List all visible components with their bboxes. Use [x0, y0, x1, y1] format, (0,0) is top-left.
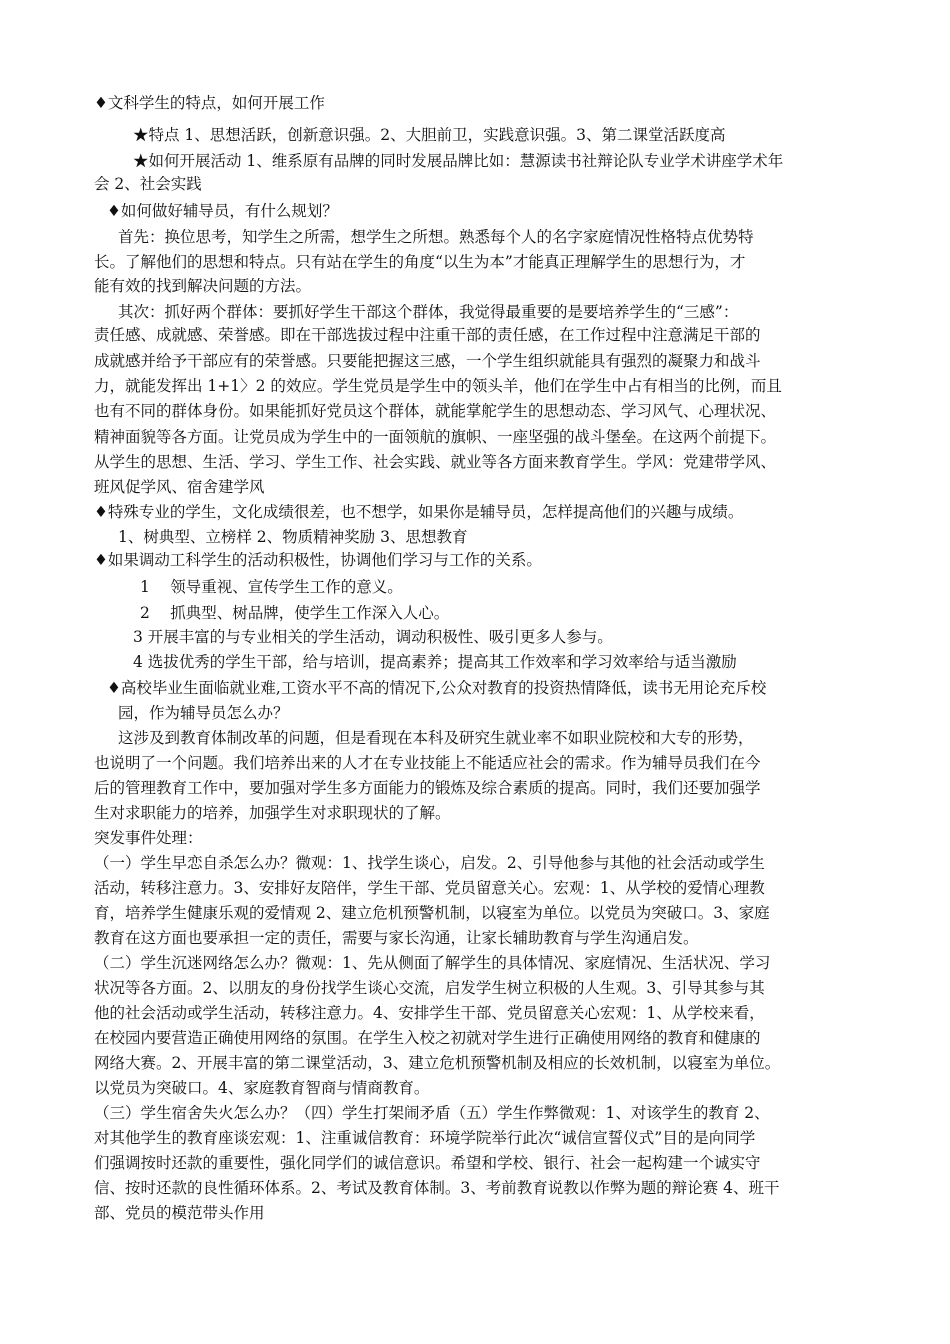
paragraph-line: 1、树典型、立榜样 2、物质精神奖励 3、思想教育	[118, 528, 468, 546]
paragraph-line: 以党员为突破口。4、家庭教育智商与情商教育。	[94, 1079, 430, 1097]
paragraph-line: 生对求职能力的培养，加强学生对求职现状的了解。	[94, 804, 451, 822]
heading-emergency-handling: 突发事件处理：	[94, 829, 203, 847]
paragraph-line: 成就感并给予干部应有的荣誉感。只要能把握这三感，一个学生组织就能具有强烈的凝聚力和战斗	[94, 352, 761, 370]
paragraph-line: 也有不同的群体身份。如果能抓好党员这个群体，就能掌舵学生的思想动态、学习风气、心理状况、	[94, 402, 777, 420]
paragraph-line: 首先：换位思考，知学生之所需，想学生之所想。熟悉每个人的名字家庭情况性格特点优势特	[118, 228, 754, 246]
heading-engineering-students: ♦如果调动工科学生的活动积极性，协调他们学习与工作的关系。	[94, 551, 542, 569]
list-item: 3 开展丰富的与专业相关的学生活动，调动积极性、吸引更多人参与。	[133, 628, 613, 646]
paragraph-line: 后的管理教育工作中，要加强对学生多方面能力的锻炼及综合素质的提高。同时，我们还要加强学	[94, 779, 761, 797]
paragraph-line: 们强调按时还款的重要性，强化同学们的诚信意识。希望和学校、银行、社会一起构建一个诚实守	[94, 1154, 761, 1172]
list-item: 4 选拔优秀的学生干部，给与培训，提高素养；提高其工作效率和学习效率给与适当激励	[133, 653, 737, 671]
paragraph-line: 其次：抓好两个群体：要抓好学生干部这个群体，我觉得最重要的是要培养学生的“三感”：	[118, 303, 739, 321]
paragraph-line: ★特点 1、思想活跃，创新意识强。2、大胆前卫，实践意识强。3、第二课堂活跃度高	[133, 126, 726, 144]
paragraph-line: 班风促学风、宿舍建学风	[94, 478, 265, 496]
paragraph-line: ★如何开展活动 1、维系原有品牌的同时发展品牌比如：慧源读书社辩论队专业学术讲座学术年	[133, 152, 784, 170]
paragraph-line: 他的社会活动或学生活动，转移注意力。4、安排学生干部、党员留意关心宏观：1、从学校来看，	[94, 1004, 765, 1022]
paragraph-line: 这涉及到教育体制改革的问题，但是看现在本科及研究生就业率不如职业院校和大专的形势，	[118, 729, 754, 747]
heading-counselor-plan: ♦如何做好辅导员，有什么规划？	[107, 202, 338, 220]
list-item: 1 领导重视、宣传学生工作的意义。	[140, 578, 403, 596]
list-item: 2 抓典型、树品牌，使学生工作深入人心。	[140, 604, 450, 622]
paragraph-line: 教育在这方面也要承担一定的责任，需要与家长沟通，让家长辅助教育与学生沟通启发。	[94, 929, 699, 947]
paragraph-line: 责任感、成就感、荣誉感。即在干部选拔过程中注重干部的责任感，在工作过程中注意满足干部的	[94, 326, 761, 344]
paragraph-line: 也说明了一个问题。我们培养出来的人才在专业技能上不能适应社会的需求。作为辅导员我们在今	[94, 754, 761, 772]
paragraph-line: （一）学生早恋自杀怎么办？微观：1、找学生谈心，启发。2、引导他参与其他的社会活动或学生	[94, 854, 765, 872]
paragraph-line: （三）学生宿舍失火怎么办？（四）学生打架闹矛盾（五）学生作弊微观：1、对该学生的教育 2、	[94, 1104, 770, 1122]
paragraph-line: 在校园内要营造正确使用网络的氛围。在学生入校之初就对学生进行正确使用网络的教育和健康的	[94, 1029, 761, 1047]
paragraph-line: 长。了解他们的思想和特点。只有站在学生的角度“以生为本”才能真正理解学生的思想行为，才	[94, 253, 746, 271]
paragraph-line: 部、党员的模范带头作用	[94, 1204, 265, 1222]
heading-liberal-arts: ♦文科学生的特点，如何开展工作	[94, 94, 325, 112]
heading-special-major: ♦特殊专业的学生，文化成绩很差，也不想学，如果你是辅导员，怎样提高他们的兴趣与成绩。	[94, 503, 744, 521]
paragraph-line: （二）学生沉迷网络怎么办？微观：1、先从侧面了解学生的具体情况、家庭情况、生活状况、学习	[94, 954, 771, 972]
paragraph-line: 信、按时还款的良性循环体系。2、考试及教育体制。3、考前教育说教以作弊为题的辩论赛 4、班干	[94, 1179, 780, 1197]
paragraph-line: 能有效的找到解决问题的方法。	[94, 277, 312, 295]
heading-graduate-employment: ♦高校毕业生面临就业难,工资水平不高的情况下,公众对教育的投资热情降低，读书无用论充斥校	[107, 679, 767, 697]
paragraph-line: 力，就能发挥出 1+1〉2 的效应。学生党员是学生中的领头羊，他们在学生中占有相当的比例，而且	[94, 377, 782, 395]
paragraph-line: 会 2、社会实践	[94, 175, 202, 193]
paragraph-line: 网络大赛。2、开展丰富的第二课堂活动，3、建立危机预警机制及相应的长效机制，以寝室为单位。	[94, 1054, 781, 1072]
paragraph-line: 状况等各方面。2、以朋友的身份找学生谈心交流，启发学生树立积极的人生观。3、引导其参与其	[94, 979, 765, 997]
paragraph-line: 育，培养学生健康乐观的爱情观 2、建立危机预警机制，以寝室为单位。以党员为突破口。3、家庭	[94, 904, 770, 922]
paragraph-line: 园，作为辅导员怎么办？	[118, 704, 289, 722]
paragraph-line: 从学生的思想、生活、学习、学生工作、社会实践、就业等各方面来教育学生。学风：党建带学风、	[94, 453, 777, 471]
paragraph-line: 精神面貌等各方面。让党员成为学生中的一面领航的旗帜、一座坚强的战斗堡垒。在这两个前提下。	[94, 428, 777, 446]
paragraph-line: 活动，转移注意力。3、安排好友陪伴，学生干部、党员留意关心。宏观：1、从学校的爱情心理教	[94, 879, 765, 897]
paragraph-line: 对其他学生的教育座谈宏观：1、注重诚信教育：环境学院举行此次“诚信宣誓仪式”目的是向同学	[94, 1129, 756, 1147]
